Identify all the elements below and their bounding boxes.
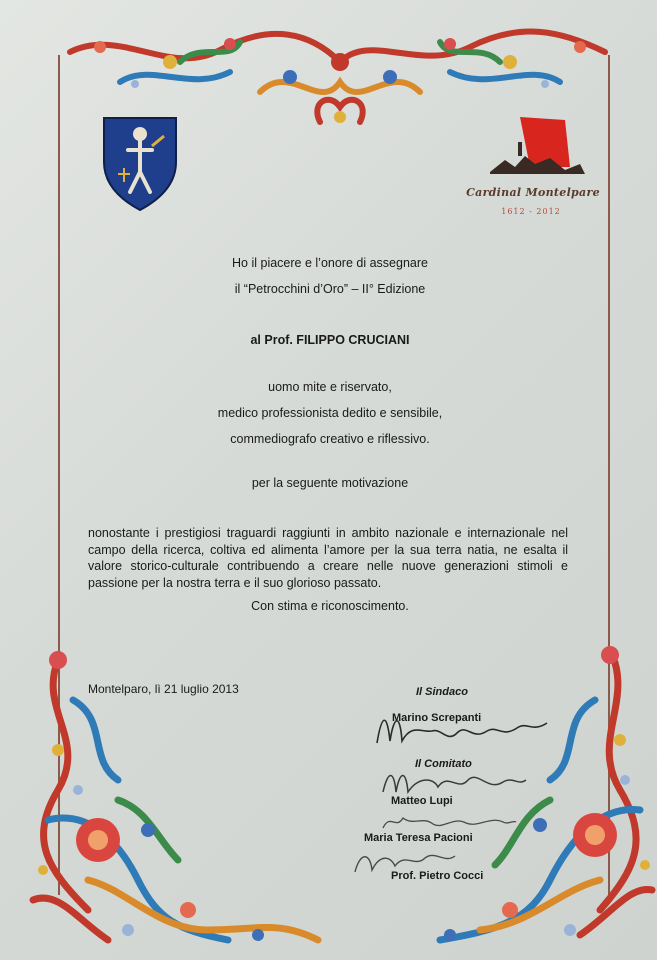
- qualities-block: [150, 374, 510, 452]
- closing-line: Con stima e riconoscimento.: [251, 599, 409, 613]
- logo-name: Cardinal Montelpare: [466, 186, 600, 199]
- logo-years: 1612 - 2012: [501, 207, 561, 216]
- mayor-name: Marino Screpanti: [392, 712, 482, 724]
- committee-title: Il Comitato: [415, 758, 472, 770]
- member-3-name: Prof. Pietro Cocci: [391, 870, 484, 882]
- coat-of-arms-shield-icon: [100, 112, 180, 212]
- recipient-line: al Prof. FILIPPO CRUCIANI: [250, 333, 410, 347]
- mayor-signature: [372, 703, 552, 753]
- cardinal-montelpare-logo: [470, 112, 600, 222]
- member-2-name: Maria Teresa Pacioni: [364, 832, 473, 844]
- intro-line-1: Ho il piacere e l’onore di assegnare: [232, 256, 428, 270]
- motivation-paragraph: nonostante i prestigiosi traguardi raggiunti in ambito nazionale e internazionale nel campo della ricerca, coltiva ed alimenta l’amore per la sua terra natia, ne esalta il valore storico-culturale contribuendo a creare nelle nuove generazioni stimoli e passione per la nostra terra e il suo glorioso passato.: [88, 526, 568, 590]
- reason-heading: per la seguente motivazione: [251, 476, 409, 490]
- member-1-name: Matteo Lupi: [391, 795, 453, 807]
- quality-line-2: medico professionista dedito e sensibile,: [217, 406, 443, 420]
- quality-line-1: uomo mite e riservato,: [268, 380, 392, 394]
- intro-block: [150, 255, 510, 298]
- quality-line-3: commediografo creativo e riflessivo.: [230, 432, 430, 446]
- mayor-title: Il Sindaco: [416, 686, 468, 698]
- intro-line-2: il “Petrocchini d’Oro” – II° Edizione: [234, 282, 426, 296]
- place-date: Montelparo, lì 21 luglio 2013: [88, 682, 239, 696]
